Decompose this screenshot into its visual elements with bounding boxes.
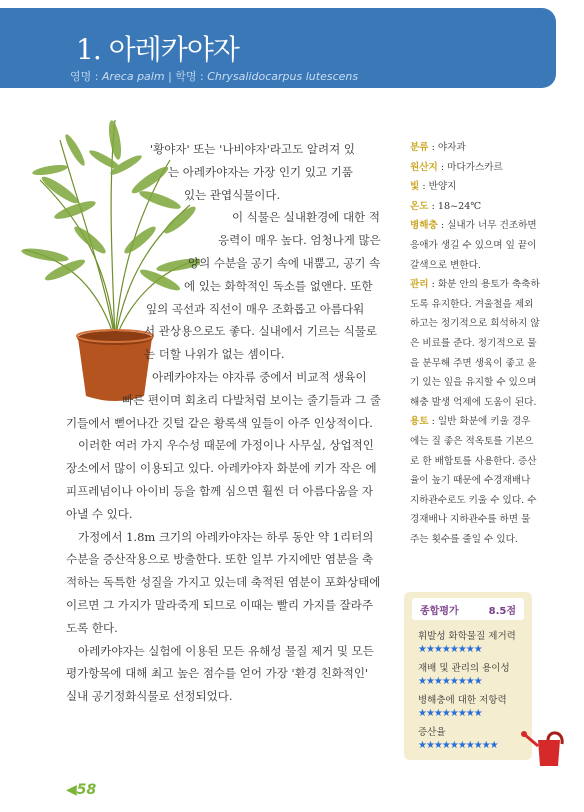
page-number: ◀58 (66, 782, 97, 798)
info-care-line: 을 분무해 주면 생육이 좋고 윤 (410, 357, 537, 369)
article-body (66, 138, 398, 708)
sci-name-label: 학명 (175, 70, 197, 83)
info-soil-line: 경재배나 지하관수를 하면 물 (410, 514, 531, 526)
info-soil: 용토 : 일반 화분에 키울 경우 (410, 416, 531, 428)
body-line: 아레카야자는 야자류 중에서 비교적 생육이 (152, 369, 367, 384)
body-line: 수분을 증산작용으로 방출한다. 또한 일부 가지에만 염분을 축 (66, 552, 373, 567)
body-line: 잎의 곡선과 직선이 매우 조화롭고 아름다워 (146, 301, 365, 316)
body-line: 기들에서 뻗어나간 깃털 같은 황록색 잎들이 아주 인상적이다. (66, 415, 373, 430)
rating-item-label: 재배 및 관리의 용이성 (418, 663, 510, 674)
sci-name: Chrysalidocarpus lutescens (207, 70, 359, 83)
info-care: 관리 : 화분 안의 용토가 축축하 (410, 279, 540, 291)
watering-can-icon (520, 722, 570, 770)
body-line: 는 더할 나위가 없는 셈이다. (144, 347, 285, 362)
info-pest-line: 응애가 생길 수 있으며 잎 끝이 (410, 239, 537, 251)
body-line: 가정에서 1.8m 크기의 아레카야자는 하루 동안 약 1리터의 (78, 529, 374, 544)
subtitle-names: 영명 : Areca palm | 학명 : Chrysalidocarpus lutescens (70, 70, 359, 83)
rating-item-label: 휘발성 화학물질 제거력 (418, 631, 516, 642)
body-line: 평가항목에 대해 최고 높은 점수를 얻어 가장 '환경 친화적인' (66, 666, 369, 681)
info-care-line: 해충 발생 억제에 도움이 된다. (410, 396, 537, 408)
info-soil-line: 율이 높기 때문에 수경재배나 (410, 475, 531, 487)
body-line: 이러한 여러 가지 우수성 때문에 가정이나 사무실, 상업적인 (78, 438, 374, 453)
info-care-line: 기 있는 잎을 유지할 수 있으며 (410, 377, 537, 389)
body-line: 아레카야자는 실험에 이용된 모든 유해성 물질 제거 및 모든 (78, 643, 374, 658)
rating-item-label: 병해충에 대한 저항력 (418, 695, 507, 706)
info-care-line: 은 비료를 준다. 정기적으로 물 (410, 337, 537, 349)
info-soil-line: 에는 질 좋은 적옥토를 기본으 (410, 435, 534, 447)
title-banner (0, 8, 556, 88)
overall-rating-box (404, 592, 532, 760)
info-family: 분류 : 야자과 (410, 142, 466, 153)
info-pest: 병해충 : 실내가 너무 건조하면 (410, 220, 537, 232)
body-line: 피프레넘이나 아이비 등을 함께 심으면 훨씬 더 아름다움을 자 (66, 483, 373, 498)
body-line: 장소에서 많이 이용되고 있다. 아레카야자 화분에 키가 작은 에 (66, 461, 377, 476)
info-pest-line: 갈색으로 변한다. (410, 259, 481, 271)
body-line: 이르면 그 가지가 말라죽게 되므로 이때는 빨리 가지를 잘라주 (66, 597, 373, 612)
eng-name: Areca palm (101, 70, 165, 83)
body-line: 이 식물은 실내환경에 대한 적 (232, 210, 380, 225)
rating-stars: ★★★★★★★★ (418, 644, 482, 655)
body-line: 응력이 매우 높다. 엄청나게 많은 (218, 233, 381, 248)
body-line: 빠른 편이며 회초리 다발처럼 보이는 줄기들과 그 줄 (122, 392, 381, 407)
body-line: 도록 한다. (66, 620, 118, 635)
info-temperature: 온도 : 18~24℃ (410, 200, 482, 212)
body-line: 양의 수분을 공기 속에 내뿜고, 공기 속 (188, 255, 381, 270)
body-line: 있는 관엽식물이다. (184, 187, 281, 202)
info-soil-line: 지하관수로도 키울 수 있다. 수 (410, 494, 537, 506)
body-line: 아낼 수 있다. (66, 506, 133, 521)
rating-stars: ★★★★★★★★ (418, 676, 482, 687)
info-soil-line: 주는 횟수를 줄일 수 있다. (410, 533, 518, 545)
rating-title: 종합평가 (420, 606, 459, 617)
body-line: 에 있는 화학적인 독소를 없앤다. 또한 (184, 278, 373, 293)
eng-name-label: 영명 (70, 70, 92, 83)
body-line: '황야자' 또는 '나비야자'라고도 알려져 있 (150, 142, 356, 156)
rating-score: 8.5점 (488, 606, 516, 617)
rating-item-label: 증산율 (418, 727, 446, 738)
body-line: 는 아레카야자는 가장 인기 있고 기품 (168, 164, 353, 179)
body-line: 적하는 독특한 성질을 가지고 있는데 축적된 염분이 포화상태에 (66, 575, 381, 590)
rating-header (412, 598, 524, 620)
info-light: 빛 : 반양지 (410, 181, 457, 193)
info-care-line: 하고는 정기적으로 희석하지 않 (410, 318, 540, 330)
info-care-line: 도록 유지한다. 겨울철을 제외 (410, 298, 534, 310)
rating-stars: ★★★★★★★★★★ (418, 740, 498, 751)
info-soil-line: 로 한 배합토를 사용한다. 증산 (410, 455, 537, 467)
body-line: 서 관상용으로도 좋다. 실내에서 기르는 식물로 (144, 324, 378, 339)
rating-stars: ★★★★★★★★ (418, 708, 482, 719)
info-origin: 원산지 : 마다가스카르 (410, 161, 503, 173)
page-title: 1. 아레카야자 (76, 33, 239, 66)
plant-info-sidebar (410, 138, 560, 549)
body-line: 실내 공기정화식물로 선정되었다. (66, 689, 233, 704)
